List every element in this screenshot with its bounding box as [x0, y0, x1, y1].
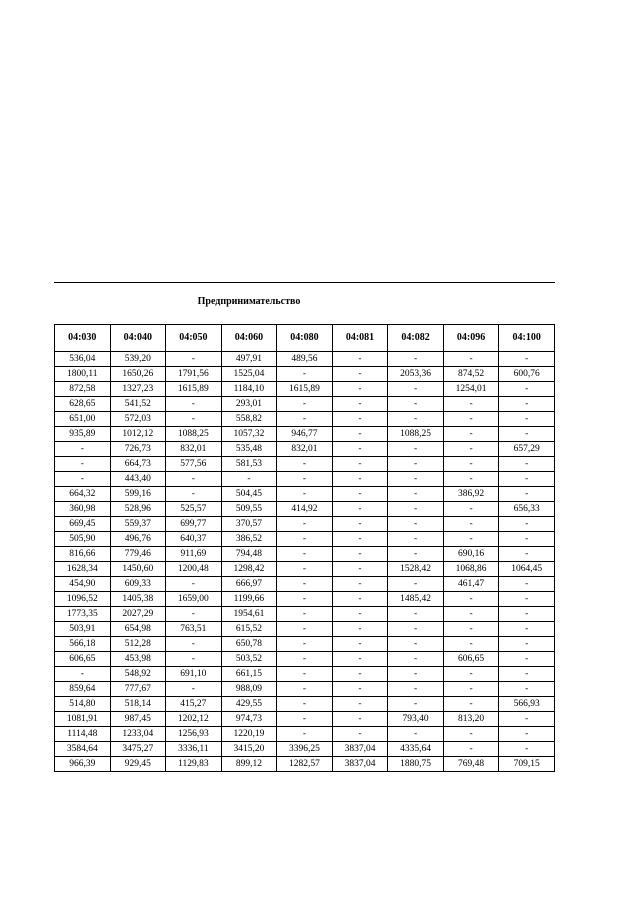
table-cell: - — [499, 532, 555, 547]
table-cell: 988,09 — [221, 682, 277, 697]
table-cell: - — [388, 547, 444, 562]
column-header: 04:080 — [277, 325, 333, 352]
table-row — [55, 487, 555, 502]
table-cell: - — [499, 577, 555, 592]
table-cell: - — [277, 652, 333, 667]
table-cell: - — [332, 457, 388, 472]
table-cell: - — [499, 517, 555, 532]
table-cell: 360,98 — [55, 502, 111, 517]
table-cell: - — [277, 397, 333, 412]
table-cell: 518,14 — [110, 697, 166, 712]
table-cell: 1202,12 — [166, 712, 222, 727]
table-header-row — [55, 325, 555, 352]
table-cell: - — [443, 352, 499, 367]
column-header: 04:082 — [388, 325, 444, 352]
table-cell: 1256,93 — [166, 727, 222, 742]
table-cell: - — [166, 652, 222, 667]
table-cell: - — [332, 397, 388, 412]
table-cell: 577,56 — [166, 457, 222, 472]
table-row — [55, 532, 555, 547]
table-cell: 709,15 — [499, 757, 555, 772]
table-cell: 1064,45 — [499, 562, 555, 577]
table-row — [55, 637, 555, 652]
table-row — [55, 712, 555, 727]
table-cell: 1650,26 — [110, 367, 166, 382]
table-cell: - — [388, 637, 444, 652]
table-row — [55, 397, 555, 412]
table-cell: - — [55, 457, 111, 472]
table-cell: 3336,11 — [166, 742, 222, 757]
table-row — [55, 607, 555, 622]
table-cell: 664,32 — [55, 487, 111, 502]
table-cell: 1800,11 — [55, 367, 111, 382]
table-row — [55, 472, 555, 487]
table-cell: - — [499, 637, 555, 652]
table-cell: 505,90 — [55, 532, 111, 547]
table-cell: 1954,61 — [221, 607, 277, 622]
table-cell: - — [55, 667, 111, 682]
table-cell: 779,46 — [110, 547, 166, 562]
table-cell: - — [277, 532, 333, 547]
table-cell: 414,92 — [277, 502, 333, 517]
table-cell: - — [277, 517, 333, 532]
table-cell: - — [388, 577, 444, 592]
table-cell: - — [332, 682, 388, 697]
table-cell: - — [332, 472, 388, 487]
table-row — [55, 592, 555, 607]
table-cell: - — [332, 697, 388, 712]
table-heading: Предпринимательство — [197, 296, 301, 307]
table-body — [55, 352, 555, 772]
table-cell: - — [443, 442, 499, 457]
table-cell: - — [499, 487, 555, 502]
column-header: 04:100 — [499, 325, 555, 352]
table-cell: 3415,20 — [221, 742, 277, 757]
table-cell: - — [332, 667, 388, 682]
table-cell: - — [443, 532, 499, 547]
table-cell: - — [499, 397, 555, 412]
table-cell: 1114,48 — [55, 727, 111, 742]
column-header: 04:060 — [221, 325, 277, 352]
table-cell: - — [388, 697, 444, 712]
table-row — [55, 412, 555, 427]
table-cell: - — [332, 532, 388, 547]
table-cell: 1628,34 — [55, 562, 111, 577]
table-cell: - — [55, 472, 111, 487]
table-cell: 512,28 — [110, 637, 166, 652]
table-cell: - — [332, 367, 388, 382]
table-cell: 503,52 — [221, 652, 277, 667]
table-cell: 1184,10 — [221, 382, 277, 397]
table-cell: 566,93 — [499, 697, 555, 712]
table-cell: 1088,25 — [388, 427, 444, 442]
table-cell: - — [499, 592, 555, 607]
table-cell: - — [332, 712, 388, 727]
table-cell: - — [332, 652, 388, 667]
table-cell: - — [277, 367, 333, 382]
table-cell: 606,65 — [443, 652, 499, 667]
table-cell: 1096,52 — [55, 592, 111, 607]
table-cell: - — [332, 622, 388, 637]
table-cell: 572,03 — [110, 412, 166, 427]
table-cell: 1129,83 — [166, 757, 222, 772]
table-cell: 558,82 — [221, 412, 277, 427]
table-cell: - — [388, 487, 444, 502]
table-row — [55, 757, 555, 772]
table-cell: - — [332, 727, 388, 742]
table-cell: - — [332, 502, 388, 517]
table-cell: - — [443, 667, 499, 682]
table-cell: 2027,29 — [110, 607, 166, 622]
table-cell: 777,67 — [110, 682, 166, 697]
table-row — [55, 562, 555, 577]
table-cell: 525,57 — [166, 502, 222, 517]
column-header: 04:040 — [110, 325, 166, 352]
table-row — [55, 577, 555, 592]
table-cell: - — [388, 517, 444, 532]
table-cell: 1068,86 — [443, 562, 499, 577]
table-cell: 650,78 — [221, 637, 277, 652]
table-cell: - — [221, 472, 277, 487]
table-cell: - — [332, 592, 388, 607]
table-cell: 651,00 — [55, 412, 111, 427]
table-cell: 548,92 — [110, 667, 166, 682]
table-cell: - — [443, 682, 499, 697]
table-cell: - — [388, 442, 444, 457]
table-cell: - — [332, 412, 388, 427]
table-cell: 1450,60 — [110, 562, 166, 577]
table-cell: 497,91 — [221, 352, 277, 367]
table-cell: 581,53 — [221, 457, 277, 472]
table-cell: 987,45 — [110, 712, 166, 727]
table-cell: 769,48 — [443, 757, 499, 772]
table-cell: - — [499, 472, 555, 487]
table-cell: 535,48 — [221, 442, 277, 457]
table-cell: - — [443, 427, 499, 442]
table-cell: 966,39 — [55, 757, 111, 772]
table-cell: 793,40 — [388, 712, 444, 727]
table-cell: 489,56 — [277, 352, 333, 367]
table-cell: 1615,89 — [277, 382, 333, 397]
table-cell: 1282,57 — [277, 757, 333, 772]
data-table — [54, 324, 555, 772]
table-cell: - — [388, 607, 444, 622]
table-cell: 657,29 — [499, 442, 555, 457]
column-header: 04:081 — [332, 325, 388, 352]
table-cell: - — [166, 607, 222, 622]
table-cell: 1220,19 — [221, 727, 277, 742]
table-cell: 1199,66 — [221, 592, 277, 607]
table-row — [55, 442, 555, 457]
table-cell: - — [443, 397, 499, 412]
table-cell: - — [277, 592, 333, 607]
table-row — [55, 622, 555, 637]
table-cell: 669,45 — [55, 517, 111, 532]
table-cell: - — [443, 622, 499, 637]
table-cell: 661,15 — [221, 667, 277, 682]
table-cell: - — [443, 502, 499, 517]
table-cell: 514,80 — [55, 697, 111, 712]
table-cell: - — [277, 562, 333, 577]
table-cell: - — [166, 637, 222, 652]
table-cell: - — [332, 577, 388, 592]
table-cell: 656,33 — [499, 502, 555, 517]
table-cell: - — [443, 607, 499, 622]
table-cell: 536,04 — [55, 352, 111, 367]
table-cell: 832,01 — [166, 442, 222, 457]
table-cell: - — [443, 457, 499, 472]
table-cell: - — [166, 577, 222, 592]
table-cell: - — [277, 577, 333, 592]
table-cell: 599,16 — [110, 487, 166, 502]
table-cell: 386,52 — [221, 532, 277, 547]
table-cell: 386,92 — [443, 487, 499, 502]
table-cell: 813,20 — [443, 712, 499, 727]
table-cell: - — [388, 352, 444, 367]
table-cell: - — [388, 532, 444, 547]
table-row — [55, 517, 555, 532]
table-cell: - — [388, 682, 444, 697]
table-cell: 606,65 — [55, 652, 111, 667]
table-cell: - — [499, 607, 555, 622]
table-cell: - — [277, 622, 333, 637]
table-cell: 1615,89 — [166, 382, 222, 397]
table-cell: - — [166, 487, 222, 502]
table-cell: - — [277, 607, 333, 622]
table-cell: - — [443, 472, 499, 487]
table-cell: 1057,32 — [221, 427, 277, 442]
table-cell: 1298,42 — [221, 562, 277, 577]
table-cell: - — [388, 457, 444, 472]
table-cell: - — [277, 712, 333, 727]
table-cell: - — [166, 397, 222, 412]
table-row — [55, 652, 555, 667]
table-cell: 726,73 — [110, 442, 166, 457]
table-cell: - — [388, 397, 444, 412]
table-cell: 1791,56 — [166, 367, 222, 382]
table-cell: 946,77 — [277, 427, 333, 442]
table-cell: 872,58 — [55, 382, 111, 397]
table-cell: - — [443, 697, 499, 712]
table-cell: - — [332, 547, 388, 562]
table-cell: - — [388, 412, 444, 427]
table-cell: - — [499, 547, 555, 562]
table-cell: - — [332, 442, 388, 457]
table-row — [55, 727, 555, 742]
table-cell: 3837,04 — [332, 742, 388, 757]
table-row — [55, 682, 555, 697]
table-cell: - — [443, 517, 499, 532]
table-cell: 816,66 — [55, 547, 111, 562]
table-cell: - — [277, 412, 333, 427]
table-cell: - — [499, 382, 555, 397]
table-cell: 3475,27 — [110, 742, 166, 757]
table-cell: - — [277, 457, 333, 472]
table-cell: - — [277, 667, 333, 682]
table-cell: 3837,04 — [332, 757, 388, 772]
table-cell: - — [332, 562, 388, 577]
table-cell: - — [499, 622, 555, 637]
table-cell: - — [332, 517, 388, 532]
table-cell: - — [166, 682, 222, 697]
table-cell: 691,10 — [166, 667, 222, 682]
table-cell: 1233,04 — [110, 727, 166, 742]
table-cell: 415,27 — [166, 697, 222, 712]
table-cell: - — [499, 727, 555, 742]
table-row — [55, 667, 555, 682]
table-cell: - — [332, 487, 388, 502]
table-cell: - — [166, 352, 222, 367]
table-row — [55, 427, 555, 442]
table-cell: 566,18 — [55, 637, 111, 652]
table-cell: 1773,35 — [55, 607, 111, 622]
table-cell: 832,01 — [277, 442, 333, 457]
table-cell: - — [443, 637, 499, 652]
table-cell: - — [499, 457, 555, 472]
table-cell: - — [332, 637, 388, 652]
table-cell: 615,52 — [221, 622, 277, 637]
table-cell: - — [277, 697, 333, 712]
table-cell: 1254,01 — [443, 382, 499, 397]
table-cell: - — [499, 352, 555, 367]
table-cell: 1880,75 — [388, 757, 444, 772]
table-cell: 1528,42 — [388, 562, 444, 577]
table-cell: - — [166, 412, 222, 427]
table-cell: 654,98 — [110, 622, 166, 637]
table-cell: 763,51 — [166, 622, 222, 637]
table-cell: - — [499, 712, 555, 727]
table-cell: 1659,00 — [166, 592, 222, 607]
table-cell: - — [443, 412, 499, 427]
table-cell: 443,40 — [110, 472, 166, 487]
table-cell: - — [443, 592, 499, 607]
table-cell: - — [332, 352, 388, 367]
table-cell: 528,96 — [110, 502, 166, 517]
table-cell: 794,48 — [221, 547, 277, 562]
table-row — [55, 502, 555, 517]
table-cell: 4335,64 — [388, 742, 444, 757]
table-cell: 640,37 — [166, 532, 222, 547]
table-cell: 370,57 — [221, 517, 277, 532]
table-cell: 504,45 — [221, 487, 277, 502]
table-cell: 666,97 — [221, 577, 277, 592]
table-cell: 899,12 — [221, 757, 277, 772]
table-cell: 690,16 — [443, 547, 499, 562]
table-cell: 600,76 — [499, 367, 555, 382]
horizontal-rule — [54, 282, 555, 283]
column-header: 04:050 — [166, 325, 222, 352]
column-header: 04:096 — [443, 325, 499, 352]
table-cell: - — [277, 472, 333, 487]
table-cell: 461,47 — [443, 577, 499, 592]
table-cell: 559,37 — [110, 517, 166, 532]
table-cell: 429,55 — [221, 697, 277, 712]
table-cell: - — [332, 607, 388, 622]
table-cell: 874,52 — [443, 367, 499, 382]
table-cell: 699,77 — [166, 517, 222, 532]
table-cell: 1012,12 — [110, 427, 166, 442]
table-cell: 496,76 — [110, 532, 166, 547]
table-cell: - — [499, 427, 555, 442]
table-cell: 935,89 — [55, 427, 111, 442]
table-cell: 3584,64 — [55, 742, 111, 757]
table-cell: 541,52 — [110, 397, 166, 412]
table-row — [55, 367, 555, 382]
table-cell: - — [388, 472, 444, 487]
table-cell: 509,55 — [221, 502, 277, 517]
table-cell: 453,98 — [110, 652, 166, 667]
table-cell: 911,69 — [166, 547, 222, 562]
table-cell: 1405,38 — [110, 592, 166, 607]
table-cell: 1525,04 — [221, 367, 277, 382]
table-cell: 628,65 — [55, 397, 111, 412]
table-cell: - — [277, 487, 333, 502]
table-row — [55, 457, 555, 472]
table-cell: 929,45 — [110, 757, 166, 772]
table-cell: - — [277, 547, 333, 562]
table-cell: 859,64 — [55, 682, 111, 697]
table-row — [55, 697, 555, 712]
table-cell: - — [443, 727, 499, 742]
table-cell: - — [388, 382, 444, 397]
table-cell: 454,90 — [55, 577, 111, 592]
column-header: 04:030 — [55, 325, 111, 352]
table-cell: 539,20 — [110, 352, 166, 367]
table-cell: - — [277, 727, 333, 742]
table-cell: 293,01 — [221, 397, 277, 412]
table-cell: - — [166, 472, 222, 487]
table-cell: - — [388, 667, 444, 682]
table-row — [55, 742, 555, 757]
table-cell: - — [388, 502, 444, 517]
table-cell: - — [332, 427, 388, 442]
table-cell: 1327,23 — [110, 382, 166, 397]
table-cell: - — [499, 742, 555, 757]
table-cell: - — [499, 412, 555, 427]
table-row — [55, 352, 555, 367]
table-cell: 609,33 — [110, 577, 166, 592]
table-cell: 664,73 — [110, 457, 166, 472]
table-cell: 1200,48 — [166, 562, 222, 577]
table-cell: 503,91 — [55, 622, 111, 637]
table-cell: - — [499, 667, 555, 682]
table-cell: - — [499, 682, 555, 697]
table-cell: - — [55, 442, 111, 457]
table-cell: 3396,25 — [277, 742, 333, 757]
table-cell: - — [499, 652, 555, 667]
table-cell: - — [277, 682, 333, 697]
table-cell: - — [277, 637, 333, 652]
table-cell: 2053,36 — [388, 367, 444, 382]
table-cell: - — [388, 622, 444, 637]
table-cell: 1081,91 — [55, 712, 111, 727]
table-cell: 974,73 — [221, 712, 277, 727]
table-cell: 1485,42 — [388, 592, 444, 607]
table-cell: - — [388, 652, 444, 667]
table-cell: - — [443, 742, 499, 757]
table-cell: 1088,25 — [166, 427, 222, 442]
table-row — [55, 547, 555, 562]
table-cell: - — [332, 382, 388, 397]
table-row — [55, 382, 555, 397]
table-cell: - — [388, 727, 444, 742]
